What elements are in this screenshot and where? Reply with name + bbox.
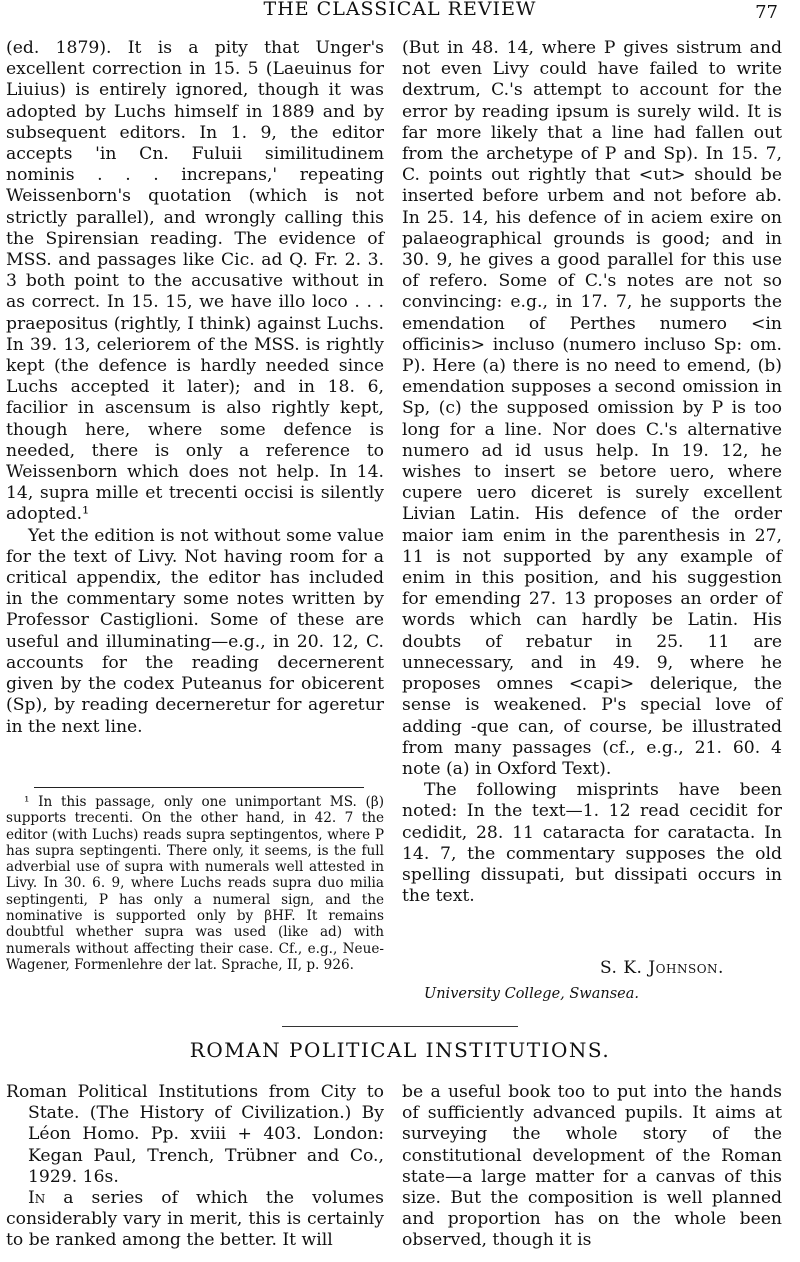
section-divider	[282, 1026, 518, 1027]
book-citation: Roman Political Institutions from City to State. (The History of Civilization.) By Léon Homo. Pp. xviii + 403. London: Kegan Paul, Trench, Trübner and Co., 1929. 16s.	[6, 1082, 384, 1187]
review2-right-column	[402, 1082, 782, 1252]
review2-left-column	[6, 1082, 384, 1252]
review-left-column	[6, 38, 384, 738]
review2-text: a series of which the volumes considerably vary in merit, this is certainly to be ranked among the better. It will	[6, 1188, 384, 1251]
author-signature: S. K. Johnson.	[600, 958, 724, 978]
author-affiliation: University College, Swansea.	[424, 986, 639, 1002]
review-right-column	[402, 38, 782, 907]
review-paragraph: (ed. 1879). It is a pity that Unger's excellent correction in 15. 5 (Laeuinus for Liuius) is entirely ignored, though it was adopted by Luchs himself in 1889 and by subsequent editors. In 1. 9, the editor accepts 'in Cn. Fuluii similitudinem nominis . . . increpans,' repeating Weissenborn's quotation (which is not strictly parallel), and wrongly calling this the Spirensian reading. The evidence of MSS. and passages like Cic. ad Q. Fr. 2. 3. 3 both point to the accusative without in as correct. In 15. 15, we have illo loco . . . praepositus (rightly, I think) against Luchs. In 39. 13, celeriorem of the MSS. is rightly kept (the defence is hardly needed since Luchs accepted it later); and in 18. 6, facilior in ascensum is also rightly kept, though here, where some defence is needed, there is only a reference to Weissenborn which does not help. In 14. 14, supra mille et trecenti occisi is silently adopted.¹	[6, 38, 384, 525]
lead-word: In	[28, 1188, 46, 1209]
page-header	[0, 0, 800, 22]
section-title: ROMAN POLITICAL INSTITUTIONS.	[189, 1038, 611, 1062]
review-paragraph: The following misprints have been noted: In the text—1. 12 read cecidit for cedidit, 28. 11 cataracta for caratacta. In 14. 7, the commentary supposes the old spelling dissupati, but dissipati occurs in the text.	[402, 780, 782, 907]
page-number: 77	[755, 2, 778, 23]
footnote-divider	[34, 787, 364, 788]
running-title: THE CLASSICAL REVIEW	[263, 0, 537, 20]
footnote: ¹ In this passage, only one unimportant MS. (β) supports trecenti. On the other hand, in 42. 7 the editor (with Luchs) reads supra septingentos, where P has supra septingenti. There only, it seems, is the full adverbial use of supra with numerals well attested in Livy. In 30. 6. 9, where Luchs reads supra duo milia septingenti, P has only a numeral sign, and the nominative is supported only by βHF. It remains doubtful whether supra was used (like ad) with numerals without affecting their case. Cf., e.g., Neue-Wagener, Formenlehre der lat. Sprache, II, p. 926.	[6, 794, 384, 973]
review2-paragraph: be a useful book too to put into the hands of sufficiently advanced pupils. It aims at surveying the whole story of the constitutional development of the Roman state—a large matter for a canvas of this size. But the composition is well planned and proportion has on the whole been observed, though it is	[402, 1082, 782, 1251]
review2-paragraph	[6, 1188, 384, 1252]
review-paragraph: (But in 48. 14, where P gives sistrum and not even Livy could have failed to write dextrum, C.'s attempt to account for the error by reading ipsum is surely wild. It is far more likely that a line had fallen out from the archetype of P and Sp). In 15. 7, C. points out rightly that <ut> should be inserted before urbem and not before ab. In 25. 14, his defence of in aciem exire on palaeographical grounds is good; and in 30. 9, he gives a good parallel for this use of refero. Some of C.'s notes are not so convincing: e.g., in 17. 7, he supports the emendation of Perthes numero <in officinis> incluso (numero incluso Sp: om. P). Here (a) there is no need to emend, (b) emendation supposes a second omission in Sp, (c) the supposed omission by P is too long for a line. Nor does C.'s alternative numero ad id usus help. In 19. 12, he wishes to insert se betore uero, where cupere uero diceret is surely excellent Livian Latin. His defence of the order maior iam enim in the parenthesis in 27, 11 is not supported by any example of enim in this position, and his suggestion for emending 27. 13 proposes an order of words which can hardly be Latin. His doubts of rebatur in 25. 11 are unnecessary, and in 49. 9, where he proposes omnes <capi> delerique, the sense is weakened. P's special love of adding -que can, of course, be illustrated from many passages (cf., e.g., 21. 60. 4 note (a) in Oxford Text).	[402, 38, 782, 779]
review-paragraph: Yet the edition is not without some value for the text of Livy. Not having room for a critical appendix, the editor has included in the commentary some notes written by Professor Castiglioni. Some of these are useful and illuminating—e.g., in 20. 12, C. accounts for the reading decernerent given by the codex Puteanus for obicerent (Sp), by reading decerneretur for ageretur in the next line.	[6, 525, 384, 737]
